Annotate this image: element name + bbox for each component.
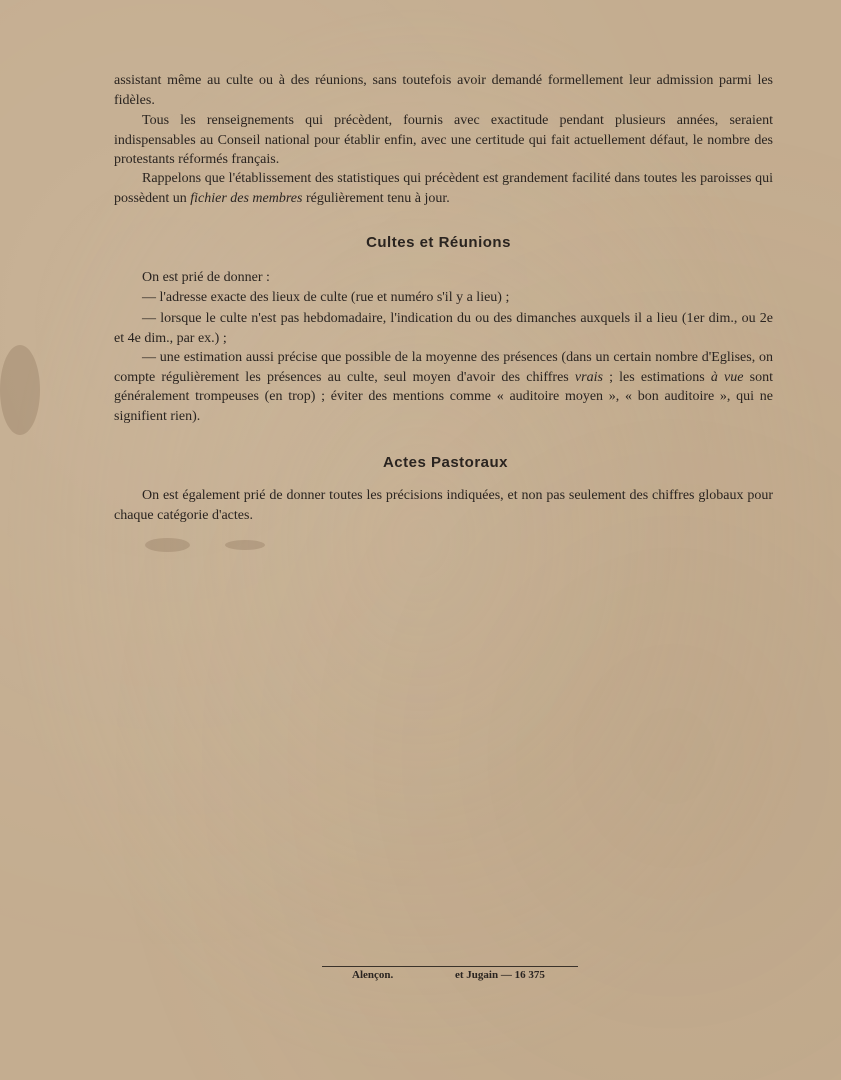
paper-stain [225, 540, 265, 550]
footer-rule [322, 966, 578, 967]
cultes-item-estimation-text-c: sont généralement trompeuses (en trop) ; éviter des mentions comme « auditoire moyen », « bon auditoire », qui ne signifient rien). [114, 369, 773, 424]
cultes-item-estimation-text-b: ; les estimations [602, 369, 711, 385]
paragraph-continuation: assistant même au culte ou à des réunions, sans toutefois avoir demandé formellement leur admission parmi les fidèles. [114, 73, 773, 108]
cultes-intro: On est prié de donner : [142, 270, 270, 285]
footer-printer: et Jugain — 16 375 [455, 969, 545, 981]
paragraph-statistiques-text-a: Rappelons que l'établissement des statistiques qui précèdent est grandement facilité dans toutes les paroisses qui possèdent un [114, 171, 773, 206]
heading-actes-pastoraux: Actes Pastoraux [382, 454, 509, 471]
paper-stain [0, 345, 40, 435]
cultes-item-estimation-text-a: — une estimation aussi précise que possible de la moyenne des présences (dans un certain nombre d'Eglises, on compte régulièrement les présences au culte, seul moyen d'avoir des chiffres [114, 350, 773, 385]
paragraph-statistiques-text-b: régulièrement tenu à jour. [302, 190, 450, 206]
cultes-item-adresse: — l'adresse exacte des lieux de culte (rue et numéro s'il y a lieu) ; [142, 290, 510, 305]
cultes-item-estimation-emphasis-vrais: vrais [574, 369, 603, 385]
paragraph-statistiques-emphasis: fichier des membres [190, 190, 303, 206]
cultes-item-estimation [114, 348, 773, 426]
actes-paragraph: On est également prié de donner toutes les précisions indiquées, et non pas seulement des chiffres globaux pour chaque catégorie d'actes. [114, 488, 773, 523]
cultes-item-estimation-emphasis-a-vue: à vue [710, 369, 744, 385]
paragraph-renseignements: Tous les renseignements qui précèdent, fournis avec exactitude pendant plusieurs années, seraient indispensables au Conseil national pour établir enfin, avec une certitude qui fait actuellement défaut, le nombre des protestants réformés français. [114, 113, 773, 167]
paragraph-statistiques [114, 169, 773, 208]
footer-city: Alençon. [352, 969, 394, 981]
paper-stain [145, 538, 190, 552]
heading-cultes-reunions: Cultes et Réunions [366, 234, 511, 251]
cultes-item-hebdomadaire: — lorsque le culte n'est pas hebdomadaire, l'indication du ou des dimanches auxquels il a lieu (1er dim., ou 2e et 4e dim., par ex.) ; [114, 311, 773, 346]
